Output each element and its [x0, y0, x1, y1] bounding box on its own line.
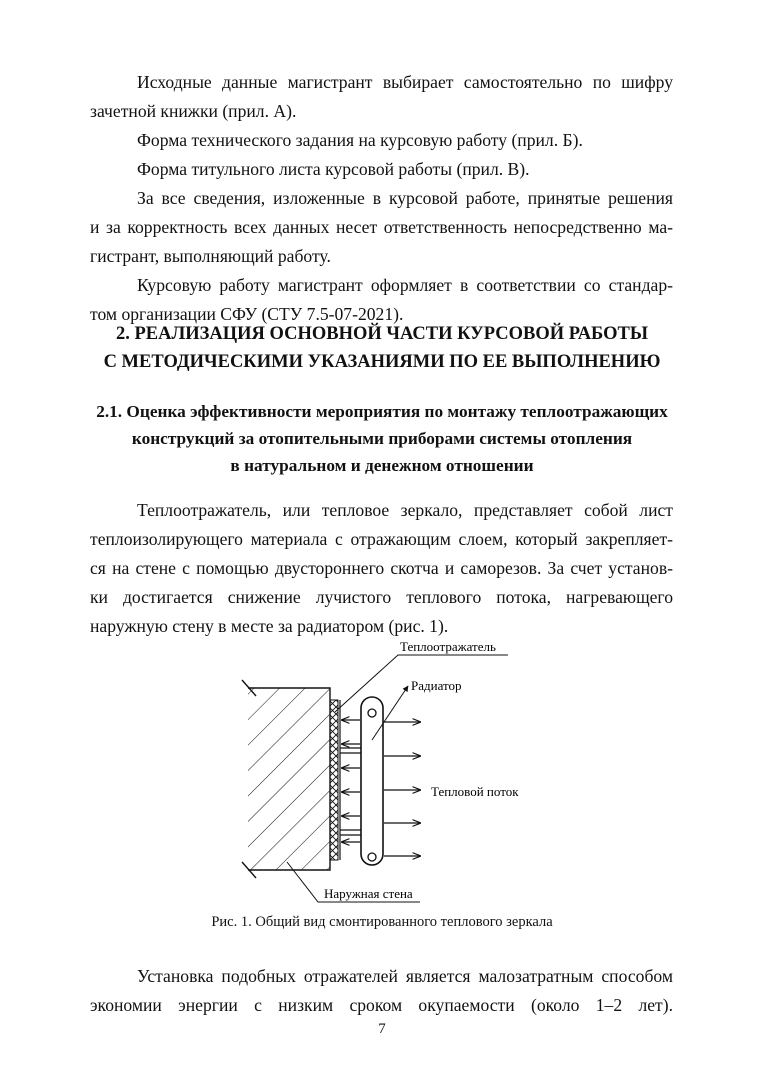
intro-p1-line1: Исходные данные магистрант выбирает самостоятельно по шифру: [137, 72, 673, 92]
intro-p1-line2: зачетной книжки (прил. А).: [90, 101, 297, 121]
label-heat-flow: Тепловой поток: [431, 784, 519, 799]
page-number: 7: [378, 1021, 386, 1037]
intro-p3: Форма титульного листа курсовой работы (прил. В).: [137, 159, 530, 179]
intro-p4-line3: гистрант, выполняющий работу.: [90, 246, 331, 266]
intro-p4-line2: и за корректность всех данных несет ответственность непосредственно ма-: [90, 217, 673, 237]
body-p1-line1: Теплоотражатель, или тепловое зеркало, представляет собой лист: [137, 500, 673, 520]
body-p1-line5: наружную стену в месте за радиатором (рис. 1).: [90, 616, 449, 636]
body-p1-line4: ки достигается снижение лучистого теплового потока, нагревающего: [90, 587, 673, 607]
outer-wall: [242, 680, 330, 878]
section-title-line1: 2. РЕАЛИЗАЦИЯ ОСНОВНОЙ ЧАСТИ КУРСОВОЙ РАБОТЫ: [115, 324, 649, 344]
subsection-title-line2: конструкций за отопительными приборами системы отопления: [131, 429, 633, 448]
intro-p5-line1: Курсовую работу магистрант оформляет в соответствии со стандар-: [137, 275, 673, 295]
label-reflector: Теплоотражатель: [400, 639, 496, 654]
figure-reflector-diagram: [0, 630, 764, 910]
subsection-title-line3: в натуральном и денежном отношении: [230, 456, 534, 475]
body-p2-line2: экономии энергии с низким сроком окупаемости (около 1–2 лет).: [90, 995, 673, 1015]
body-p1-line3: ся на стене с помощью двустороннего скотча и саморезов. За счет установ-: [90, 558, 673, 578]
intro-p4-line1: За все сведения, изложенные в курсовой работе, принятые решения: [137, 188, 673, 208]
body-p1-line2: теплоизолирующего материала с отражающим слоем, который закрепляет-: [90, 529, 673, 549]
subsection-title-line1: 2.1. Оценка эффективности мероприятия по монтажу теплоотражающих: [96, 402, 668, 421]
reflector-layer: [330, 700, 340, 860]
body-p2-line1: Установка подобных отражателей является малозатратным способом: [137, 966, 673, 986]
heat-flow-arrows: [384, 722, 420, 856]
radiator: [340, 697, 383, 865]
label-radiator: Радиатор: [411, 678, 462, 693]
label-outer-wall: Наружная стена: [324, 886, 413, 901]
reflected-arrows: [342, 720, 360, 842]
intro-p2: Форма технического задания на курсовую работу (прил. Б).: [137, 130, 583, 150]
section-title-line2: С МЕТОДИЧЕСКИМИ УКАЗАНИЯМИ ПО ЕЕ ВЫПОЛНЕНИЮ: [103, 352, 661, 372]
intro-p5-line2: том организации СФУ (СТУ 7.5-07-2021).: [90, 304, 404, 324]
figure-caption: Рис. 1. Общий вид смонтированного теплового зеркала: [211, 914, 553, 930]
